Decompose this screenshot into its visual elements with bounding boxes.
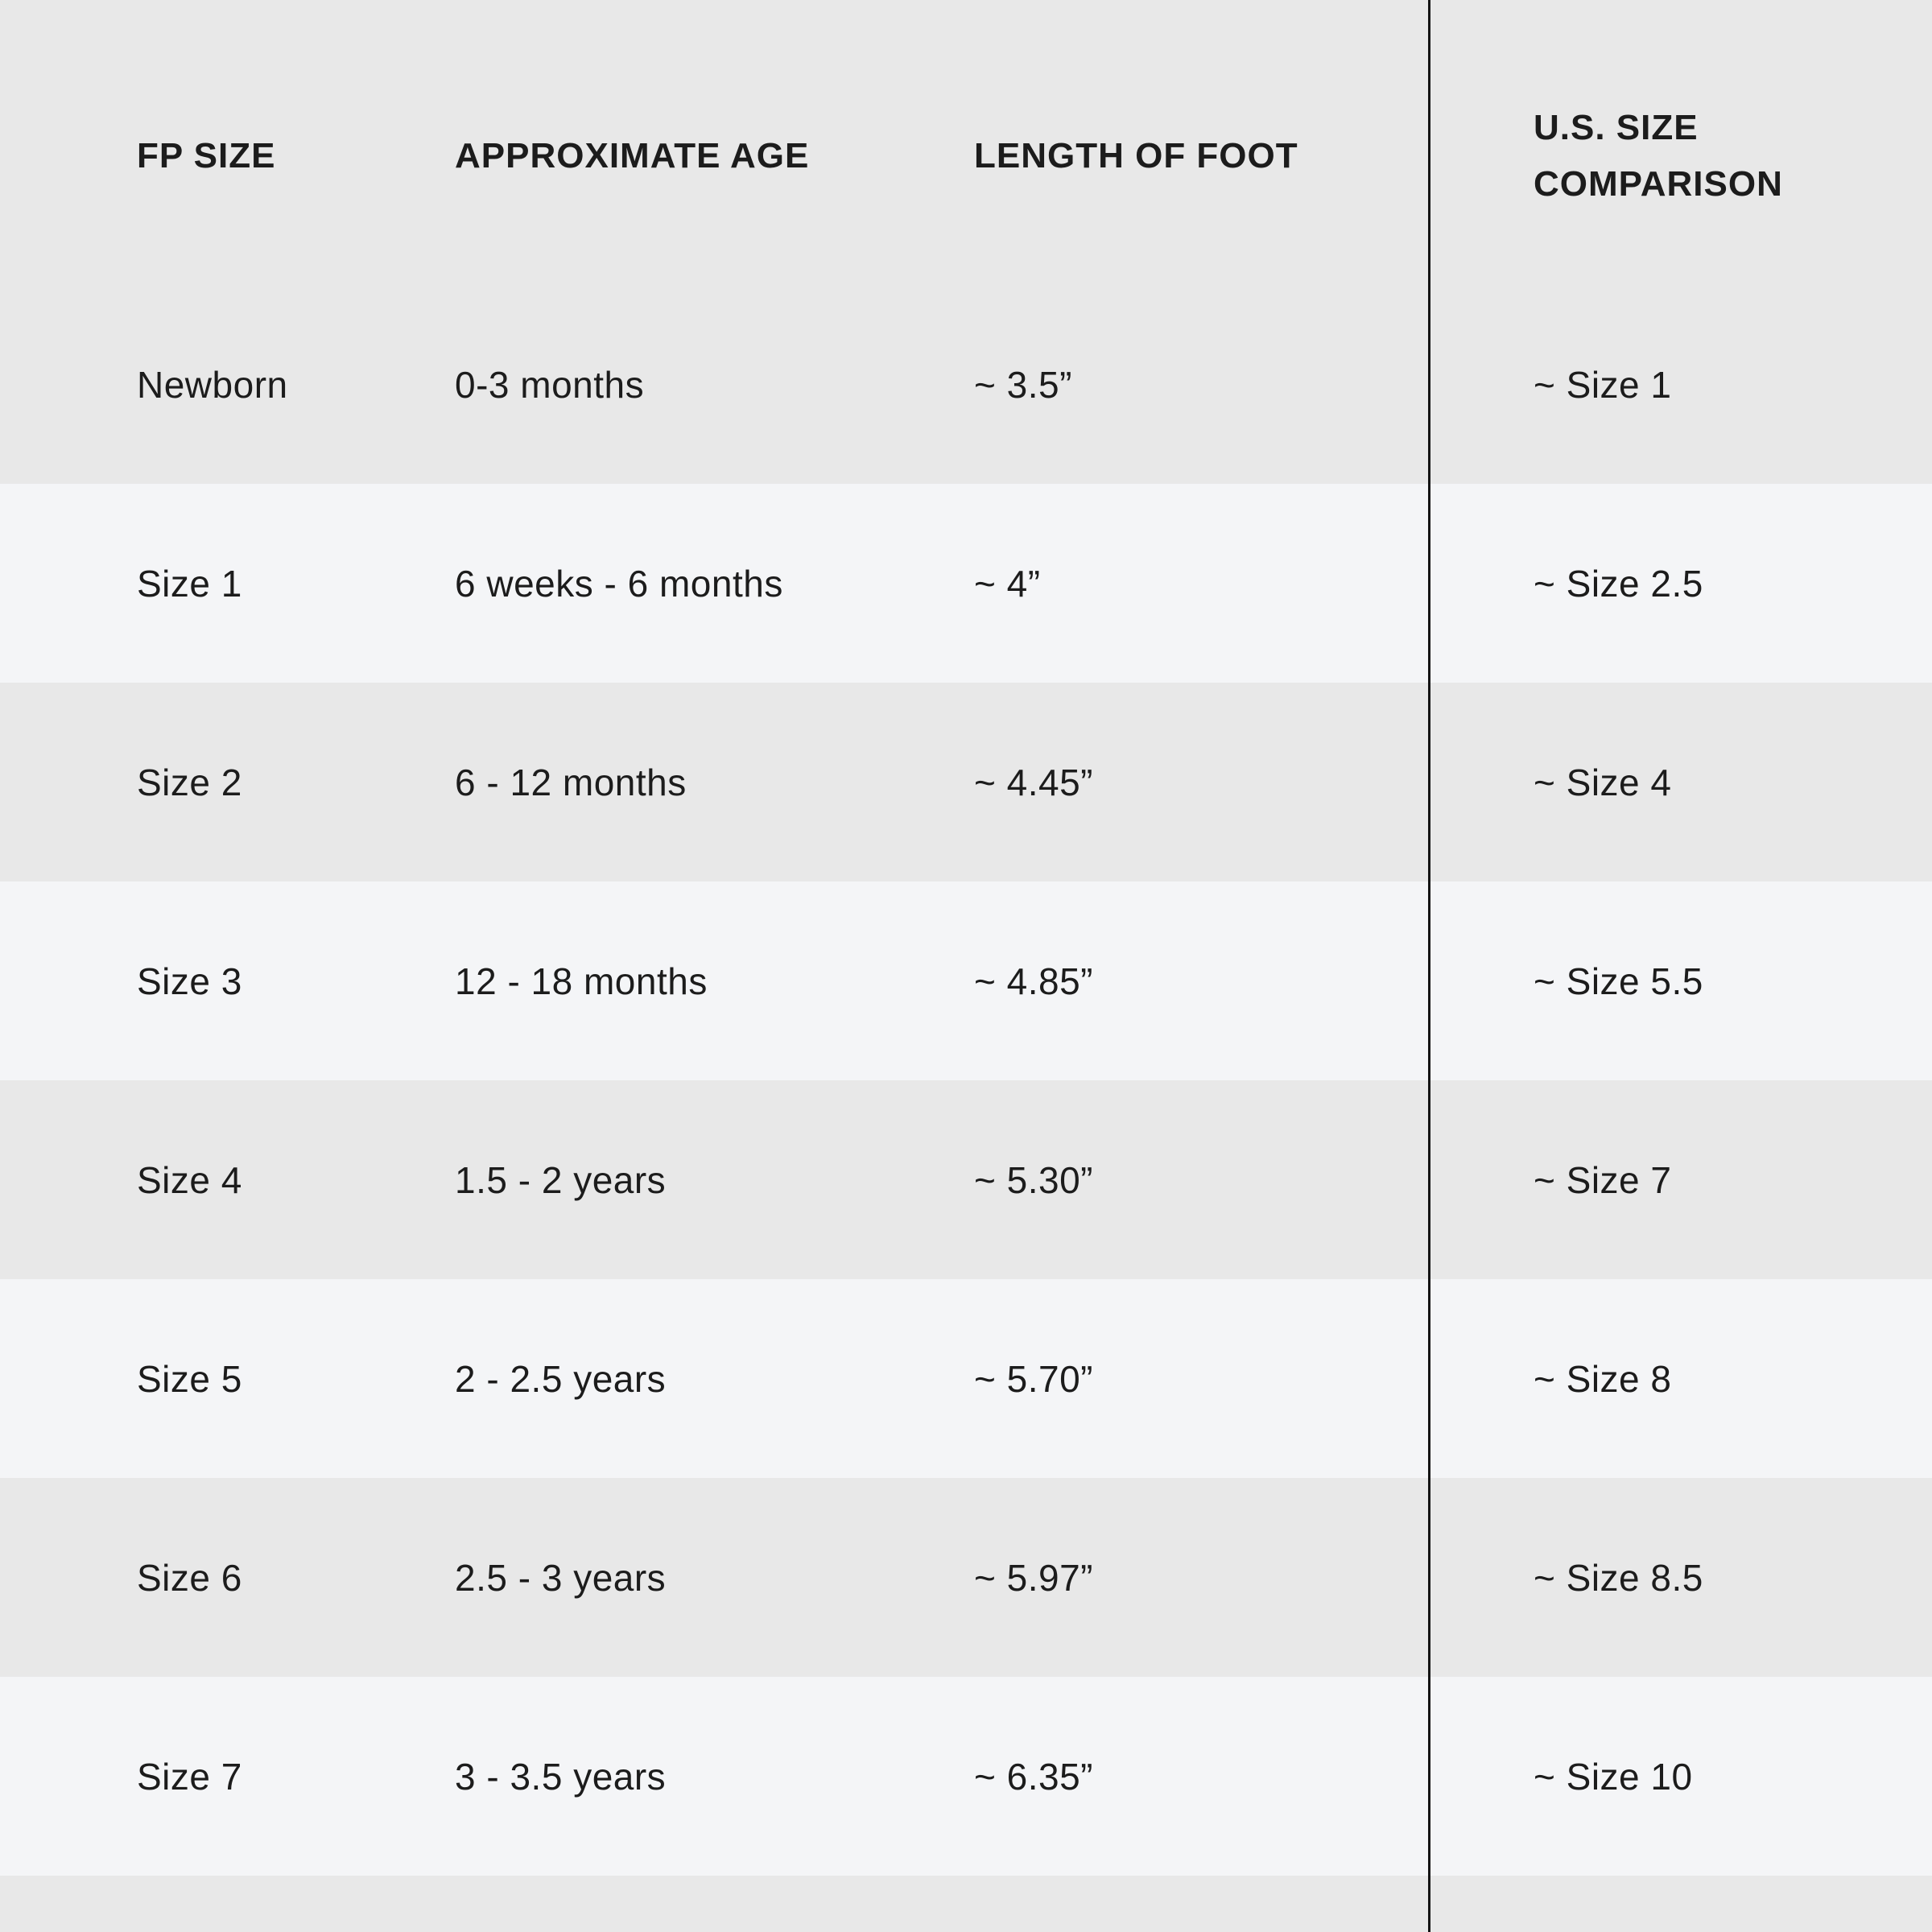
column-header-approximate-age: APPROXIMATE AGE xyxy=(455,136,810,175)
table-row-size-5 xyxy=(0,1279,1932,1478)
cell-foot-length: ~ 6.35” xyxy=(974,1755,1093,1798)
cell-us-size: ~ Size 8 xyxy=(1534,1357,1672,1400)
cell-us-size: ~ Size 1 xyxy=(1534,363,1672,406)
cell-us-size: ~ Size 5.5 xyxy=(1534,960,1703,1002)
cell-approximate-age: 2 - 2.5 years xyxy=(455,1357,667,1400)
cell-fp-size: Size 6 xyxy=(137,1556,242,1599)
cell-approximate-age: 6 weeks - 6 months xyxy=(455,562,783,605)
cell-us-size: ~ Size 10 xyxy=(1534,1755,1693,1798)
cell-foot-length: ~ 3.5” xyxy=(974,363,1072,406)
table-row-size-1 xyxy=(0,484,1932,683)
cell-foot-length: ~ 5.97” xyxy=(974,1556,1093,1599)
cell-approximate-age: 6 - 12 months xyxy=(455,761,687,803)
cell-foot-length: ~ 5.70” xyxy=(974,1357,1093,1400)
cell-fp-size: Size 2 xyxy=(137,761,242,803)
cell-fp-size: Size 7 xyxy=(137,1755,242,1798)
cell-fp-size: Size 4 xyxy=(137,1158,242,1201)
cell-fp-size: Newborn xyxy=(137,363,288,406)
cell-us-size: ~ Size 7 xyxy=(1534,1158,1672,1201)
column-header-fp-size: FP SIZE xyxy=(137,136,276,175)
cell-approximate-age: 1.5 - 2 years xyxy=(455,1158,667,1201)
cell-approximate-age: 12 - 18 months xyxy=(455,960,708,1002)
cell-fp-size: Size 1 xyxy=(137,562,242,605)
cell-approximate-age: 3 - 3.5 years xyxy=(455,1755,667,1798)
column-header-us-size-comparison: U.S. SIZE COMPARISON xyxy=(1534,108,1783,204)
column-header-length-of-foot: LENGTH OF FOOT xyxy=(974,136,1298,175)
table-row-size-6 xyxy=(0,1478,1932,1677)
table-row-size-7 xyxy=(0,1677,1932,1876)
cell-us-size: ~ Size 4 xyxy=(1534,761,1672,803)
column-divider xyxy=(1428,0,1430,1932)
cell-fp-size: Size 5 xyxy=(137,1357,242,1400)
cell-approximate-age: 2.5 - 3 years xyxy=(455,1556,667,1599)
table-header-row xyxy=(0,0,1932,285)
cell-foot-length: ~ 4” xyxy=(974,562,1041,605)
table-row-size-4 xyxy=(0,1080,1932,1279)
table-row-newborn xyxy=(0,285,1932,484)
cell-us-size: ~ Size 8.5 xyxy=(1534,1556,1703,1599)
cell-foot-length: ~ 5.30” xyxy=(974,1158,1093,1201)
table-row-size-2 xyxy=(0,683,1932,881)
cell-foot-length: ~ 4.45” xyxy=(974,761,1093,803)
cell-approximate-age: 0-3 months xyxy=(455,363,645,406)
cell-foot-length: ~ 4.85” xyxy=(974,960,1093,1002)
cell-fp-size: Size 3 xyxy=(137,960,242,1002)
table-row-size-3 xyxy=(0,881,1932,1080)
cell-us-size: ~ Size 2.5 xyxy=(1534,562,1703,605)
